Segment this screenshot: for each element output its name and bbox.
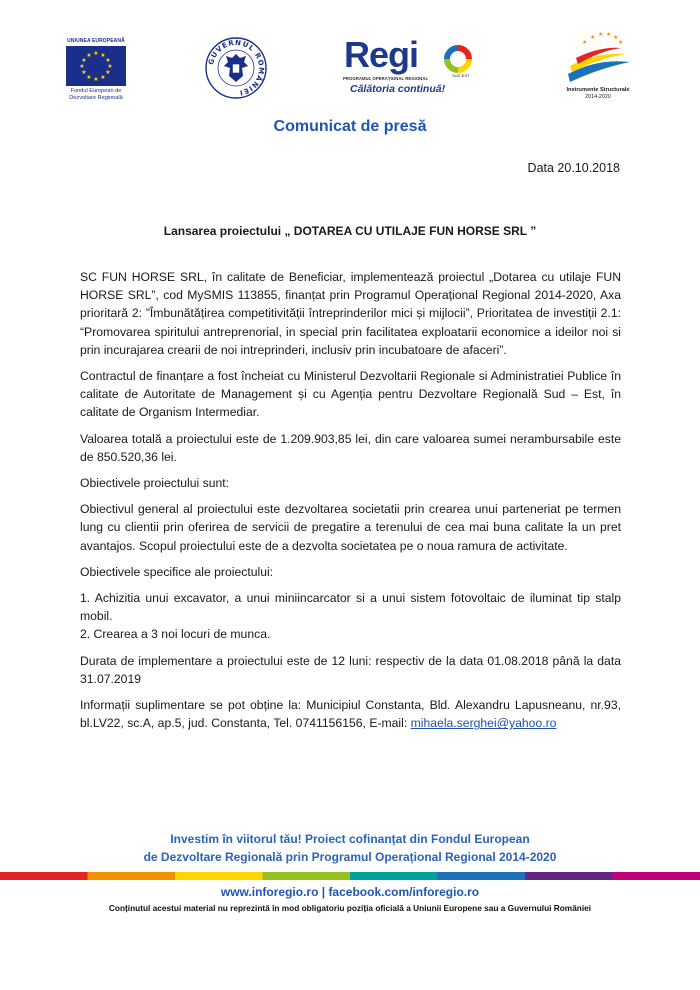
regio-logo [340, 36, 475, 98]
contract-paragraph: Contractul de finanțare a fost încheiat cu Ministerul Dezvoltarii Regionale si Administratiei Publice în calitate de Autoritate de Management și cu Agenția pentru Dezvoltare Regională Sud – Est, în calitate de Organism Intermediar. [80, 369, 621, 420]
contact-paragraph [80, 696, 621, 732]
svg-text:★: ★ [86, 74, 92, 81]
footer-web-links[interactable]: www.inforegio.ro | facebook.com/inforegio.ro [220, 885, 480, 899]
rainbow-stripe-icon [0, 872, 700, 880]
coat-of-arms-icon [205, 37, 267, 99]
svg-text:★: ★ [598, 31, 604, 38]
rainbow-segment [88, 872, 176, 880]
rainbow-segment [525, 872, 613, 880]
rainbow-segment [0, 872, 88, 880]
rainbow-segment [438, 872, 526, 880]
is-logo-years: 2014-2020 [585, 94, 611, 100]
duration-paragraph: Durata de implementare a proiectului este de 12 luni: respectiv de la data 01.08.2018 până la data 31.07.2019 [80, 653, 621, 686]
svg-text:GUVERNUL ROMÂNIEI: GUVERNUL ROMÂNIEI [207, 38, 266, 97]
eu-logo [64, 38, 128, 102]
svg-text:★: ★ [100, 74, 106, 81]
footer-slogan-line-2: de Dezvoltare Regională prin Programul Operațional Regional 2014-2020 [143, 850, 557, 864]
structural-instruments-emblem-icon [560, 28, 636, 86]
svg-text:★: ★ [606, 31, 612, 38]
svg-text:★: ★ [105, 57, 111, 64]
project-launch-title: Lansarea proiectului „ DOTAREA CU UTILAJE FUN HORSE SRL ” [163, 224, 537, 238]
regio-program-name: PROGRAMUL OPERAȚIONAL REGIONAL [343, 76, 429, 81]
rainbow-segment [350, 872, 438, 880]
objectives-label: Obiectivele proiectului sunt: [80, 476, 230, 491]
is-logo-title: Instrumente Structurale [566, 87, 630, 93]
general-objective-paragraph: Obiectivul general al proiectului este dezvoltarea societatii prin crearea unui parteneriat pe termen lung cu clientii prin oferirea de servicii de pregatire a terenului de cea mai buna calitate la un pret avantajos. Scopul proiectului este de a dezvolta societatea pe o noua ramura de activitate. [80, 502, 621, 553]
press-release-body [80, 268, 621, 732]
svg-text:★: ★ [81, 69, 87, 76]
contact-email-link[interactable]: mihaela.serghei@yahoo.ro [410, 716, 557, 731]
eu-logo-subtitle: Fondul European de Dezvoltare Regională [69, 88, 123, 101]
rainbow-segment [263, 872, 351, 880]
eu-flag-icon [66, 46, 126, 86]
svg-text:★: ★ [79, 63, 85, 70]
svg-text:★: ★ [105, 69, 111, 76]
svg-text:★: ★ [582, 39, 588, 46]
release-date: Data 20.10.2018 [527, 161, 620, 175]
instrumente-structurale-logo [560, 28, 636, 104]
rainbow-segment [613, 872, 700, 880]
regio-tagline: Călătoria continuă! [350, 83, 446, 95]
svg-text:★: ★ [86, 52, 92, 59]
contact-text: Informații suplimentare se pot obține la: Municipiul Constanta, Bld. Alexandru Lapusneanu, nr.93, bl.LV22, sc.A, ap.5, jud. Constanta, Tel. 0741156156, E-mail: [80, 698, 621, 731]
regio-region: SUD-EST [452, 73, 470, 78]
svg-text:★: ★ [590, 34, 596, 41]
svg-text:★: ★ [93, 50, 99, 57]
regio-colorful-o-icon [444, 45, 472, 73]
footer-disclaimer: Conținutul acestui material nu reprezintă în mod obligatoriu poziția oficială a Uniunii Europene sau a Guvernului României [108, 903, 592, 913]
intro-paragraph: SC FUN HORSE SRL, în calitate de Beneficiar, implementează proiectul „Dotarea cu utilaje FUN HORSE SRL”, cod MySMIS 113855, finanțat prin Programul Operațional Regional 2014-2020, Axa prioritară 2: ”Îmbunătățirea competitivității întreprinderilor mici și mijlocii”, Prioritatea de investiții 2.1: “Promovarea spiritului antreprenorial, in special prin facilitatea exploatarii economice a ideilor noi si prin incurajarea crearii de noi intreprinderi, inclusiv prin incubatoare de afaceri”. [80, 270, 621, 357]
rainbow-divider [0, 872, 700, 880]
specific-objectives-label: Obiectivele specifice ale proiectului: [80, 564, 274, 579]
rainbow-segment [175, 872, 263, 880]
svg-text:★: ★ [81, 57, 87, 64]
objective-item-2: 2. Crearea a 3 noi locuri de munca. [80, 627, 271, 642]
svg-text:★: ★ [93, 76, 99, 83]
svg-text:★: ★ [100, 52, 106, 59]
press-release-heading: Comunicat de presă [273, 118, 427, 135]
objective-item-1: 1. Achizitia unui excavator, a unui miniincarcator si a unui sistem fotovoltaic de iluminat tip stalp mobil. [80, 591, 621, 624]
value-paragraph: Valoarea totală a proiectului este de 1.209.903,85 lei, din care valoarea sumei nerambursabile este de 850.520,36 lei. [80, 431, 621, 464]
footer-slogan-line-1: Investim în viitorul tău! Proiect cofinanțat din Fondul European [170, 832, 530, 846]
svg-text:★: ★ [613, 34, 619, 41]
regio-wordmark: Regi [344, 34, 419, 75]
svg-text:★: ★ [618, 39, 624, 46]
footer-slogan [0, 830, 700, 866]
eu-logo-title: UNIUNEA EUROPEANĂ [67, 38, 125, 44]
svg-text:★: ★ [107, 63, 113, 70]
government-seal-logo [205, 37, 267, 99]
